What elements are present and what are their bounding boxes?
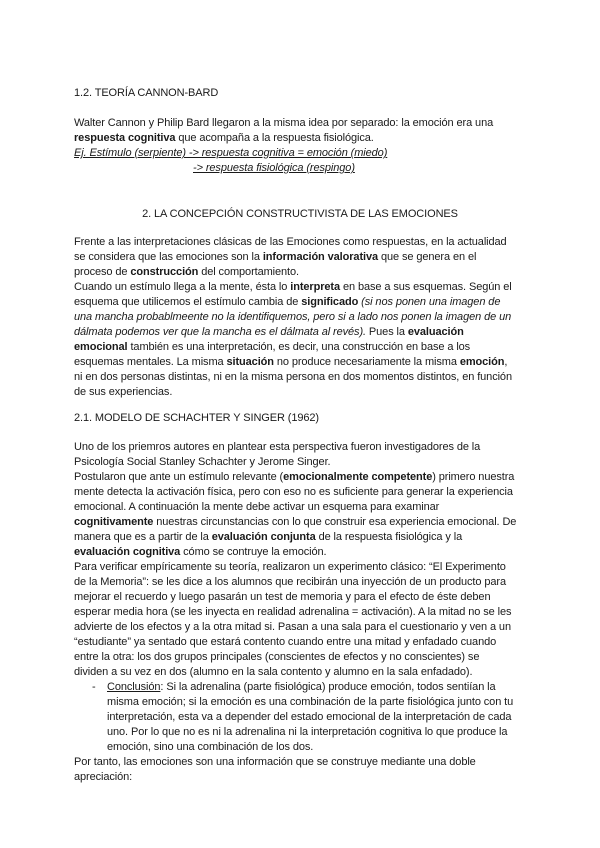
section-heading-schachter-singer: 2.1. MODELO DE SCHACHTER Y SINGER (1962) <box>74 412 319 424</box>
paragraph-line: una mancha probablmeente no la identifiquemos, pero si a lado nos ponen la imagen de un <box>74 311 512 323</box>
paragraph-line: dividen a su vez en dos (alumno en la sala contento y alumno en la sala enfadado). <box>74 666 473 678</box>
conclusion-label: Conclusión <box>107 681 161 693</box>
paragraph-line: Cuando un estímulo llega a la mente, ésta lo interpreta en base a sus esquemas. Según el <box>74 281 512 293</box>
paragraph-line: cognitivamente nuestras circunstancias con lo que construir esa experiencia emocional. De <box>74 516 517 528</box>
paragraph-line: “estudiante” ya sentado que estará contento cuando entre una mitad y enfadado cuando <box>74 636 497 648</box>
list-bullet-dash: - <box>92 681 96 693</box>
paragraph-line: se considera que las emociones son la información valorativa que se genera en el <box>74 251 477 263</box>
paragraph-line: respuesta cognitiva que acompaña a la respuesta fisiológica. <box>74 132 374 144</box>
paragraph-line: esquema que utilicemos el estímulo cambia de significado (si nos ponen una imagen de <box>74 296 501 308</box>
list-item-line: uno. Por lo que no es ni la adrenalina ni la interpretación cognitiva lo que produce la <box>107 726 508 738</box>
paragraph-line: emocional. A continuación la mente debe activar un esquema para examinar <box>74 501 440 513</box>
paragraph-line: proceso de construcción del comportamiento. <box>74 266 299 278</box>
paragraph-line: mejorar el recuerdo y luego pasarán un test de memoria y para el efecto de éste deben <box>74 591 491 603</box>
paragraph-line: Para verificar empíricamente su teoría, realizaron un experimento clásico: “El Experimento <box>74 561 506 573</box>
bold-term: respuesta cognitiva <box>74 132 176 144</box>
paragraph-line: advierte de los efectos y a la otra mitad si. Pasan a una sala para el cuestionario y ven a un <box>74 621 511 633</box>
paragraph-line: Frente a las interpretaciones clásicas de las Emociones como respuestas, en la actualidad <box>74 236 507 248</box>
list-item-line: emoción, sino una combinación de los dos. <box>107 741 314 753</box>
paragraph-line: Psicología Social Stanley Schachter y Jerome Singer. <box>74 456 331 468</box>
paragraph-line: ni en dos personas distintas, ni en la misma persona en dos momentos distintos, en función <box>74 371 512 383</box>
paragraph-line: Postularon que ante un estímulo relevante (emocionalmente competente) primero nuestra <box>74 471 515 483</box>
bold-term: cognitivamente <box>74 516 154 528</box>
paragraph-line: Por tanto, las emociones son una información que se construye mediante una doble <box>74 756 476 768</box>
paragraph-line: dálmata podemos ver que la mancha es el dálmata al revés). Pues la evaluación <box>74 326 464 338</box>
bold-term: emocionalmente competente <box>283 471 433 483</box>
paragraph-line: evaluación cognitiva cómo se contruye la emoción. <box>74 546 327 558</box>
section-heading-cannon-bard: 1.2. TEORÍA CANNON-BARD <box>74 87 219 99</box>
bold-term: situación <box>226 356 274 368</box>
section-heading-constructivist: 2. LA CONCEPCIÓN CONSTRUCTIVISTA DE LAS EMOCIONES <box>142 208 458 220</box>
bold-term: evaluación <box>407 326 464 338</box>
bold-term: construcción <box>130 266 199 278</box>
example-line: -> respuesta fisiológica (respingo) <box>193 162 355 174</box>
paragraph-line: emocional también es una interpretación, es decir, una construcción en base a los <box>74 341 471 353</box>
paragraph-line: entre la otra: los dos grupos principales (conscientes de efectos y no conscientes) se <box>74 651 480 663</box>
paragraph-line: apreciación: <box>74 771 133 783</box>
paragraph-line: esperar media hora (se les inyecta en realidad adrenalina = activación). A la mitad no se les <box>74 606 512 618</box>
paragraph-line: Walter Cannon y Philip Bard llegaron a la misma idea por separado: la emoción era una <box>74 117 494 129</box>
list-item-line: misma emoción; si la emoción es una combinación de la parte fisiológica junto con tu <box>107 696 514 708</box>
paragraph-line: de sus experiencias. <box>74 386 173 398</box>
bold-term: interpreta <box>290 281 340 293</box>
bold-term: evaluación conjunta <box>211 531 316 543</box>
bold-term: emoción <box>459 356 505 368</box>
example-line: Ej. Estímulo (serpiente) -> respuesta cognitiva = emoción (miedo) <box>74 147 388 159</box>
paragraph-line: de la Memoria”: se les dice a los alumnos que recibirán una inyección de un producto para <box>74 576 506 588</box>
bold-term: evaluación cognitiva <box>74 546 181 558</box>
bold-term: información valorativa <box>262 251 378 263</box>
bold-term: emocional <box>74 341 128 353</box>
bold-term: significado <box>301 296 359 308</box>
list-item-conclusion: Conclusión: Si la adrenalina (parte fisiológica) produce emoción, todos sentiían la <box>107 681 496 693</box>
list-item-line: interpretación, esta va a depender del estado emocional de la interpretación de cada <box>107 711 512 723</box>
paragraph-line: mente detecta la activación física, pero con eso no es suficiente para generar la experiencia <box>74 486 513 498</box>
paragraph-line: Uno de los priemros autores en plantear esta perspectiva fueron investigadores de la <box>74 441 481 453</box>
paragraph-line: manera que es a partir de la evaluación conjunta de la respuesta fisiológica y la <box>74 531 463 543</box>
paragraph-line: esquemas mentales. La misma situación no produce necesariamente la misma emoción, <box>74 356 508 368</box>
